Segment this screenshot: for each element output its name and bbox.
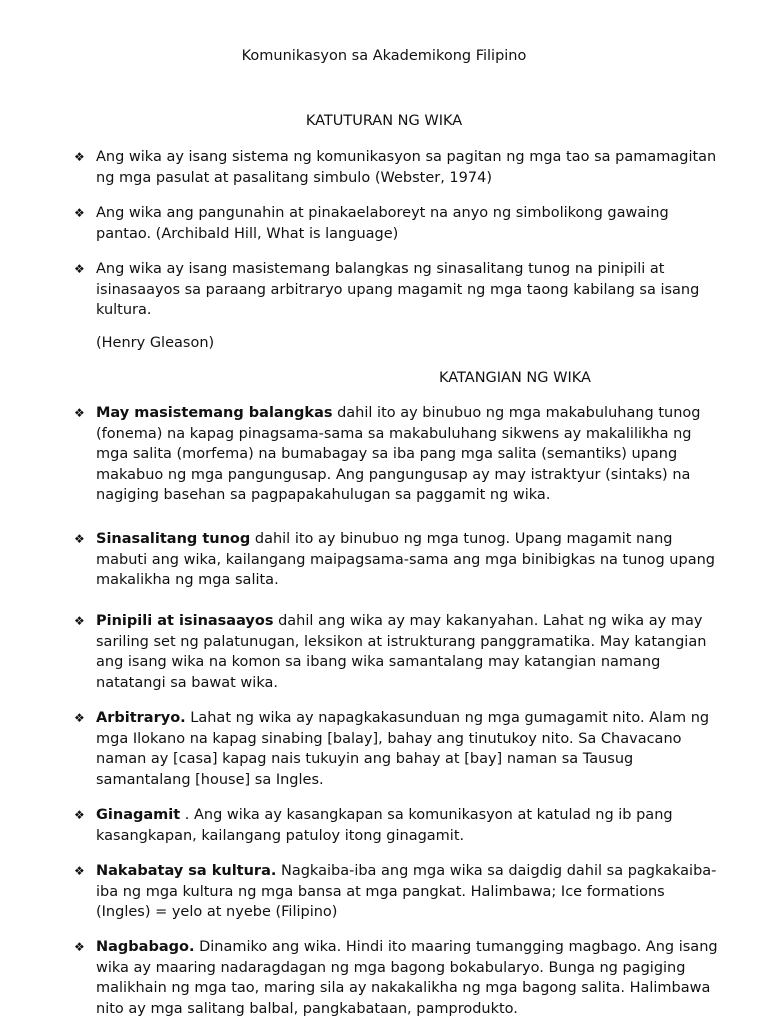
term-description: dahil ito ay binubuo ng mga makabuluhang tunog (fonema) na kapag pinagsama-sama sa makabuluhang sikwens ay makalilikha ng mga salita (morfema) na bumabagay sa iba pang mga salita (semantiks) upang makabuo ng mga pangungusap. Ang pangungusap ay may istraktyur (sintaks) na nagiging basehan sa pagpapakahulugan sa paggamit ng wika. [96,405,701,504]
term-description: Nagkaiba-iba ang mga wika sa daigdig dahil sa pagkakaiba-iba ng mga kultura ng mga bansa at mga pangkat. Halimbawa; Ice formations (Ingles) = yelo at nyebe (Filipino) [96,863,717,921]
diamond-bullet-icon: ❖ [74,206,85,220]
term: Pinipili at isinasaayos [96,613,274,629]
section-heading-katangian: KATANGIAN NG WIKA [439,370,591,386]
diamond-bullet-icon: ❖ [74,864,85,878]
term-description: Dinamiko ang wika. Hindi ito maaring tumangging magbago. Ang isang wika ay maaring nadaragdagan ng mga bagong bokabularyo. Bunga ng pagiging malikhain ng mga tao, maring sila ay nakakalikha ng mga bagong salita. Halimbawa nito ay mga salitang balbal, pangkabataan, pamprodukto. [96,939,718,1017]
list-item-text: Ang wika ay isang sistema ng komunikasyon sa pagitan ng mga tao sa pamamagitan ng mga pasulat at pasalitang simbulo (Webster, 1974) [96,149,717,186]
term: Nagbabago. [96,939,195,955]
term: May masistemang balangkas [96,405,333,421]
term: Arbitraryo. [96,710,186,726]
list-item-text [96,611,720,693]
citation: (Henry Gleason) [96,335,215,351]
diamond-bullet-icon: ❖ [74,532,85,546]
term: Nakabatay sa kultura. [96,863,277,879]
diamond-bullet-icon: ❖ [74,711,85,725]
list-item-text [96,708,720,790]
section-heading-katuturan: KATUTURAN NG WIKA [305,113,463,129]
diamond-bullet-icon: ❖ [74,614,85,628]
diamond-bullet-icon: ❖ [74,406,85,420]
document-title: Komunikasyon sa Akademikong Filipino [241,48,527,64]
list-item-text: Ang wika ang pangunahin at pinakaelaboreyt na anyo ng simbolikong gawaing pantao. (Archibald Hill, What is language) [96,205,669,242]
list-item-text [96,937,720,1019]
diamond-bullet-icon: ❖ [74,808,85,822]
list-item-text [96,403,720,506]
list-item-text [96,861,720,923]
list-item-text [96,805,720,846]
list-item-text: Ang wika ay isang masistemang balangkas ng sinasalitang tunog na pinipili at isinasaayos sa paraang arbitraryo upang magamit ng mga taong kabilang sa isang kultura. [96,261,700,319]
term-description: Lahat ng wika ay napagkakasunduan ng mga gumagamit nito. Alam ng mga Ilokano na kapag sinabing [balay], bahay ang tinutukoy nito. Sa Chavacano naman ay [casa] kapag nais tukuyin ang bahay at [bay] naman sa Tausug samantalang [house] sa Ingles. [96,710,710,788]
term-description: . Ang wika ay kasangkapan sa komunikasyon at katulad ng ib pang kasangkapan, kailangang patuloy itong ginagamit. [96,807,673,844]
diamond-bullet-icon: ❖ [74,262,85,276]
term-description: dahil ang wika ay may kakanyahan. Lahat ng wika ay may sariling set ng palatunugan, leksikon at istrukturang panggramatika. May katangian ang isang wika na komon sa ibang wika samantalang may katangian namang natatangi sa bawat wika. [96,613,707,691]
diamond-bullet-icon: ❖ [74,940,85,954]
diamond-bullet-icon: ❖ [74,150,85,164]
term: Ginagamit [96,807,181,823]
list-item-text [96,529,720,591]
term-description: dahil ito ay binubuo ng mga tunog. Upang magamit nang mabuti ang wika, kailangang maipagsama-sama ang mga binibigkas na tunog upang makalikha ng mga salita. [96,531,715,589]
term: Sinasalitang tunog [96,531,251,547]
